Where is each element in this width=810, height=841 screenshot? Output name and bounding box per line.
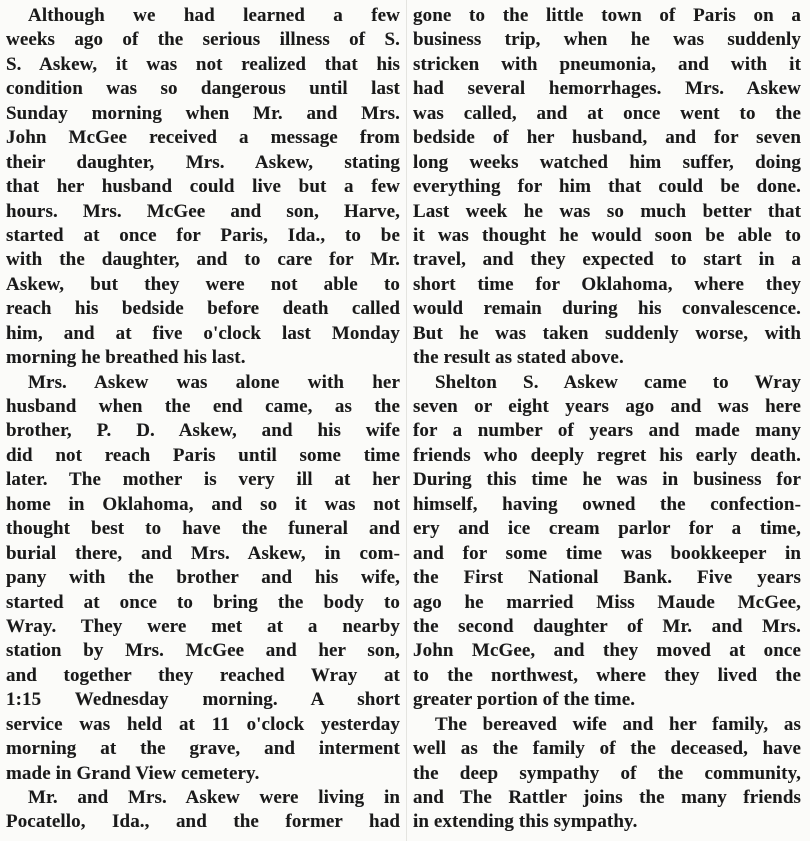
text-line: hours. Mrs. McGee and son, Harve, <box>6 200 400 222</box>
text-line: that her husband could live but a few <box>6 176 400 198</box>
text-line: long weeks watched him suffer, doing <box>413 151 801 173</box>
text-line: later. The mother is very ill at her <box>6 469 400 491</box>
paragraph <box>6 371 400 786</box>
text-line: 1:15 Wednesday morning. A short <box>6 689 400 711</box>
text-line: Askew, but they were not able to <box>6 273 400 295</box>
text-line: pany with the brother and his wife, <box>6 567 400 589</box>
text-line: The bereaved wife and her family, as <box>435 713 801 735</box>
text-line: made in Grand View cemetery. <box>6 762 260 784</box>
text-line: in extending this sympathy. <box>413 811 638 833</box>
text-line: station by Mrs. McGee and her son, <box>6 640 400 662</box>
text-line: John McGee, and they moved at once <box>413 640 801 662</box>
text-line: started at once for Paris, Ida., to be <box>6 224 400 246</box>
text-line: Mrs. Askew was alone with her <box>28 371 400 393</box>
text-line: with the daughter, and to care for Mr. <box>6 249 400 271</box>
text-line: the result as stated above. <box>413 347 624 369</box>
text-line: condition was so dangerous until last <box>6 78 400 100</box>
paragraph <box>413 371 801 713</box>
paragraph <box>413 4 801 371</box>
paragraph <box>6 786 400 835</box>
text-line: ago he married Miss Maude McGee, <box>413 591 801 613</box>
text-line: everything for him that could be done. <box>413 176 801 198</box>
text-line: the second daughter of Mr. and Mrs. <box>413 615 801 637</box>
text-line: Last week he was so much better that <box>413 200 801 222</box>
text-line: Wray. They were met at a nearby <box>6 615 400 637</box>
text-line: would remain during his convalescence. <box>413 298 801 320</box>
text-line: it was thought he would soon be able to <box>413 224 801 246</box>
column-left <box>6 4 400 835</box>
text-line: friends who deeply regret his early death. <box>413 444 801 466</box>
text-line: reach his bedside before death called <box>6 298 400 320</box>
text-line: well as the family of the deceased, have <box>413 738 801 760</box>
text-line: had several hemorrhages. Mrs. Askew <box>413 78 801 100</box>
text-line: morning at the grave, and interment <box>6 738 400 760</box>
text-line: brother, P. D. Askew, and his wife <box>6 420 400 442</box>
text-line: gone to the little town of Paris on a <box>413 5 801 26</box>
text-line: morning he breathed his last. <box>6 347 246 369</box>
text-line: was called, and at once went to the <box>413 102 801 124</box>
text-line: Shelton S. Askew came to Wray <box>435 371 801 393</box>
text-line: thought best to have the funeral and <box>6 518 400 540</box>
text-line: But he was taken suddenly worse, with <box>413 322 801 344</box>
text-line: Sunday morning when Mr. and Mrs. <box>6 102 400 124</box>
text-line: service was held at 11 o'clock yesterday <box>6 713 400 735</box>
text-line: ery and ice cream parlor for a time, <box>413 518 801 540</box>
paragraph <box>413 713 801 835</box>
column-right <box>413 4 801 835</box>
text-line: Mr. and Mrs. Askew were living in <box>28 787 400 808</box>
text-line: the deep sympathy of the community, <box>413 762 801 784</box>
text-line: did not reach Paris until some time <box>6 444 400 466</box>
column-divider <box>406 0 407 841</box>
text-line: their daughter, Mrs. Askew, stating <box>6 151 400 173</box>
text-line: During this time he was in business for <box>413 469 801 491</box>
text-line: S. Askew, it was not realized that his <box>6 53 400 75</box>
text-line: John McGee received a message from <box>6 127 400 149</box>
text-line: weeks ago of the serious illness of S. <box>6 29 400 51</box>
text-line: stricken with pneumonia, and with it <box>413 53 801 75</box>
text-line: Pocatello, Ida., and the former had <box>6 811 400 833</box>
text-line: travel, and they expected to start in a <box>413 249 801 271</box>
text-line: to the northwest, where they lived the <box>413 664 801 686</box>
paragraph <box>6 4 400 371</box>
text-line: and The Rattler joins the many friends <box>413 787 801 808</box>
text-line: the First National Bank. Five years <box>413 567 801 589</box>
text-line: Although we had learned a few <box>28 5 400 26</box>
text-line: husband when the end came, as the <box>6 396 400 417</box>
text-line: burial there, and Mrs. Askew, in com- <box>6 542 400 564</box>
text-line: business trip, when he was suddenly <box>413 29 801 51</box>
text-line: himself, having owned the confection- <box>413 493 801 515</box>
text-line: greater portion of the time. <box>413 689 636 711</box>
text-line: started at once to bring the body to <box>6 591 400 613</box>
text-line: and for some time was bookkeeper in <box>413 542 801 564</box>
text-line: short time for Oklahoma, where they <box>413 273 801 295</box>
text-line: him, and at five o'clock last Monday <box>6 322 400 344</box>
text-line: and together they reached Wray at <box>6 664 400 686</box>
text-line: bedside of her husband, and for seven <box>413 127 801 149</box>
text-line: seven or eight years ago and was here <box>413 396 801 417</box>
text-line: home in Oklahoma, and so it was not <box>6 493 400 515</box>
text-line: for a number of years and made many <box>413 420 801 442</box>
